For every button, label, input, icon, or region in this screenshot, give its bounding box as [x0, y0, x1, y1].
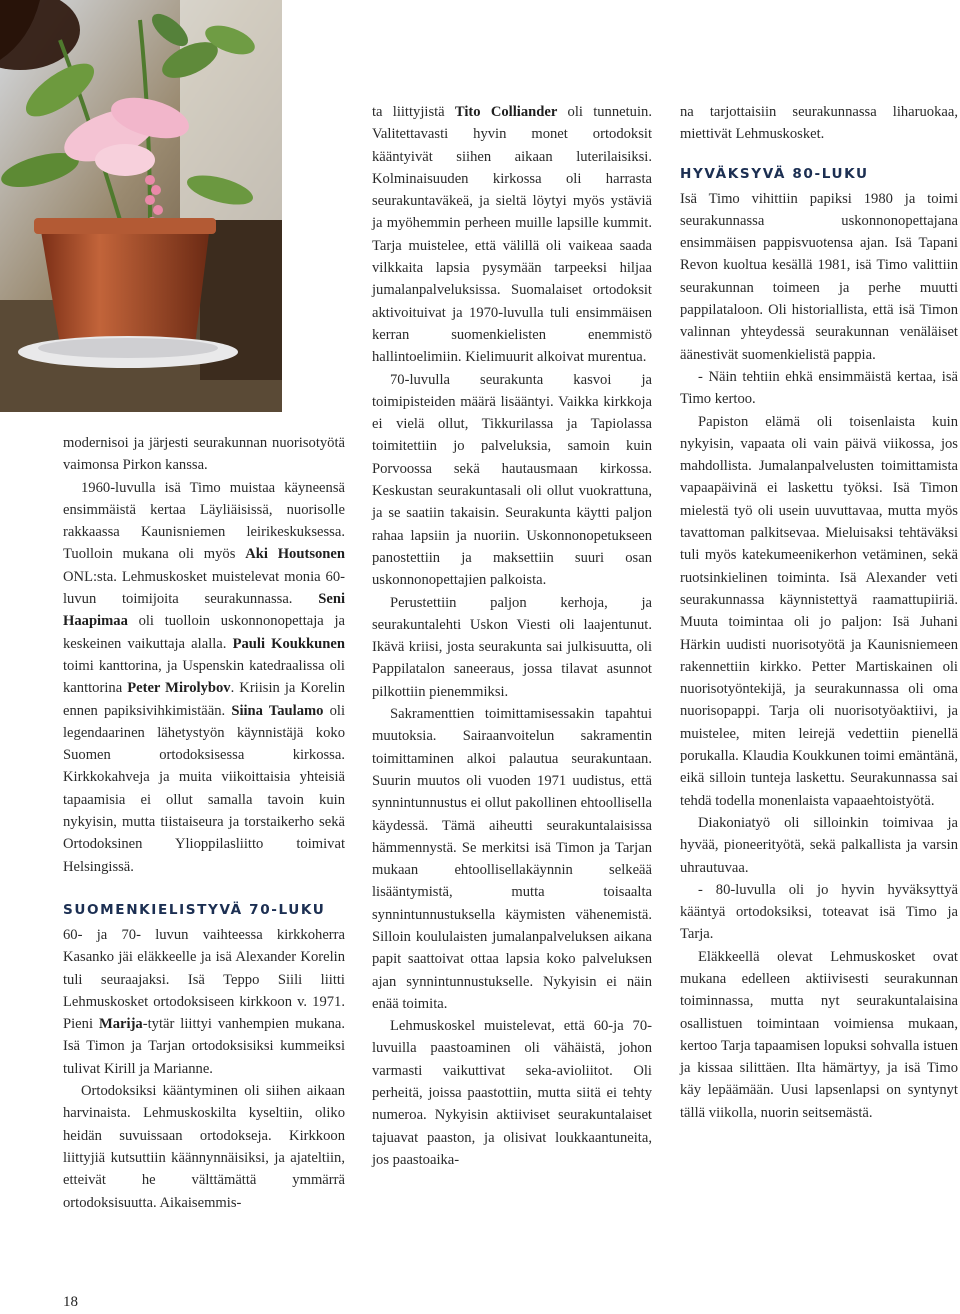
- column-2: [372, 101, 652, 1171]
- person-name: Peter Mirolybov: [127, 680, 231, 697]
- col1-paragraph-4: Ortodoksiksi kääntyminen oli siihen aikaan harvinaista. Lehmuskoskilta kyseltiin, oliko heidän suvuissaan ortodokseja. Kirkkoon liittyjiä kutsuttiin käännynnäisiksi, ja ajateltiin, etteivät he välttämättä ymmärrä ortodoksisuutta. Aikaisemmis-: [63, 1083, 345, 1211]
- col2-paragraph-4: Sakramenttien toimittamisessakin tapahtui muutoksia. Sairaanvoitelun sakramentin toimittaminen alkoi palautua seurakuntaan. Suurin muutos oli vuoden 1971 uudistus, että synnintunnustus ei ollut pakollinen ehtoollisella käydessä. Tämä aiheutti seurakuntalaisissa hämmennystä. Se merkitsi isä Timon ja Tarjan mukaan ehtoollisellakäynnin selkeää lisääntymistä, mutta toisaalta synnintunnustuksella käymisten vähenemistä. Silloin koululaisten jumalanpalveluksen aikana papit saattoivat ottaa lapsia koko palveluksen ajan synnintunnustukselle. Nykyisin ei näin enää toimita.: [372, 706, 652, 1012]
- person-name: Siina Taulamo: [231, 702, 324, 719]
- col3-paragraph-4: Papiston elämä oli toisenlaista kuin nykyisin, vapaata oli vain päivä viikossa, jos mahdollista. Jumalanpalvelusten toimittamista vapaapäivinä ei laskettu työksi. Isä Timon mielestä työ oli usein uuvuttavaa, mutta myös tavattoman palkitsevaa. Mieluisaksi tehtäväksi tuli myös katekumeenikerhon vetäminen, sekä ruotsinkielinen toiminta. Isä Alexander veti seurakunnassa käynnistettyä raamattupiiriä. Muuta toimintaa oli jo paljon: Isä Juhani Härkin uudisti nuorisotyötä ja Kaunisniemeen rakennettiin kirkko. Petter Martiskainen oli nuorisotyöntekijä, ja seurakunnassa oli oma nuorisopappi. Tarja oli nuorisotyöaktiivi, ja muistelee, miten leirejä vedettiin pienellä porukalla. Klaudia Koukkunen toimi emäntänä, eikä silloin tunteja laskettu. Seurakunnassa sai tehdä todella monenlaista vapaaehtoistyötä.: [680, 413, 959, 809]
- col1-p2f-text: . Kriisin ja Korelin ennen papiksivihkimistään.: [63, 680, 345, 719]
- col2-paragraph-2: 70-luvulla seurakunta kasvoi ja toimipisteiden määrä lisääntyi. Vaikka kirkkoja ei vielä ollut, Tikkurilassa ja Tapiolassa toimitettiin jo palveluksia, samoin kuin Porvoossa sekä hautausmaan kirkossa. Keskustan seurakuntasali oli ollut vuokrattuna, ja se saatiin takaisin. Seurakunta käytti paljon rahaa lapsiin ja nuoriin. Uskonnonopetukseen panostettiin ja maksettiin suuri osan uskonnonopettajien palkoista.: [372, 371, 652, 589]
- col3-paragraph-1: na tarjottaisiin seurakunnassa liharuokaa, miettivät Lehmuskosket.: [680, 104, 958, 143]
- col1-p2e-text: toimi kanttorina, ja Uspenskin katedraalissa oli kanttorina: [63, 657, 345, 697]
- col2-p1c-text: oli tunnetuin. Valitettavasti hyvin monet ortodoksit kääntyivät siihen aikaan luterilaisiksi. Kolminaisuuden kirkossa oli harrasta seurakuntaväkeä, ja sieltä löytyi myös ystäviä ja myöhemmin perheen muille lapsille kummit. Tarja muistelee, että välillä oli vaikeaa saada vilkkaita lapsia pysymään tarpeeksi hiljaa jumalanpalveluksissa. Suomalaiset ortodoksit aktivoituivat ja 1970-luvulla tuli ensimmäisen kerran suomenkielisten enemmistö hallintoelimiin. Kielimuurit alkoivat murentua.: [372, 104, 652, 366]
- col1-p3a-text: 60- ja 70- luvun vaihteessa kirkkoherra Kasanko jäi eläkkeelle ja isä Alexander Korelin tuli seuraajaksi. Isä Teppo Siili liitti Lehmuskosket ortodoksiseen kirkkoon v. 1971. Pieni: [63, 926, 345, 1033]
- col3-paragraph-7: Eläkkeellä olevat Lehmuskosket ovat mukana edelleen aktiivisesti seurakunnan toiminnassa, mutta nyt seurakuntalaisina osallistuen toimintaan voimiensa mukaan, kertoo Tarja tapaamisen lopuksi sohvalla istuen ja kissaa silittäen. Ilta hämärtyy, ja isä Timo käy lepäämään. Uusi lapsenlapsi on syntynyt tällä viikolla, nuorin seitsemästä.: [680, 948, 958, 1121]
- section-heading-80s: HYVÄKSYVÄ 80-LUKU: [680, 165, 869, 182]
- col3-paragraph-6: - 80-luvulla oli jo hyvin hyväksyttyä kääntyä ortodoksiksi, toteavat isä Timo ja Tarja.: [680, 881, 958, 943]
- col3-paragraph-2: Isä Timo vihittiin papiksi 1980 ja toimi seurakunnassa uskonnonopettajana ensimmäisen pappisvuotensa ajan. Isä Tapani Revon kuoltua kesällä 1981, isä Timo valittiin seurakunnan toimeen ja perhe muutti pappilataloon. Oli historiallista, että isä Timon valinnan yhteydessä seurakunnan venäläiset äänestivät suomenkielistä pappia.: [680, 190, 958, 363]
- col2-paragraph-5: Lehmuskoskel muistelevat, että 60-ja 70- luvuilla paastoaminen oli vähäistä, johon varmasti vaikuttivat seka-avioliitot. Oli perheitä, joissa paastottiin, mutta siitä ei tehty numeroa. Nykyisin aktiiviset seurakuntalaiset tajuavat paaston, ja olisivat loukkaantuneita, jos paastoaika-: [372, 1018, 652, 1168]
- col1-paragraph-2: [63, 477, 345, 878]
- col2-paragraph-3: Perustettiin paljon kerhoja, ja seurakuntalehti Uskon Viesti oli laajentunut. Ikävä kriisi, josta seurakunta sai julkisuutta, oli Pappilatalon saneeraus, jossa tilavat asunnot pilkottiin pienemmiksi.: [372, 594, 652, 700]
- col1-p2c-text: ONL:sta. Lehmuskosket muistelevat monia 60-luvun toimijoita seurakunnassa.: [63, 568, 345, 608]
- page-number: 18: [63, 1294, 78, 1310]
- col2-paragraph-1: [372, 101, 652, 369]
- col1-p3c-text: -tytär liittyi vanhempien mukana. Isä Timon ja Tarjan ortodoksisiksi kummeiksi tulivat Kirill ja Marianne.: [63, 1016, 346, 1077]
- section-heading-70s: SUOMENKIELISTYVÄ 70-LUKU: [63, 901, 326, 918]
- houseplant-photo: [0, 0, 282, 412]
- person-name: Tito Colliander: [454, 104, 558, 120]
- col1-p2g-text: oli legendaarinen lähetystyön käynnistäjä koko Suomen ortodoksisessa kirkossa. Kirkkokahveja ja muita viikoittaisia yhteisiä tapaamisia ei ollut samalla tavoin kuin nykyisin, mutta tiistaiseura ja torstaikerho sekä Ortodoksinen Ylioppilasliitto toimivat Helsingissä.: [63, 702, 345, 875]
- column-3: [680, 101, 958, 1124]
- col3-paragraph-5: Diakoniatyö oli silloinkin toimivaa ja hyvää, pioneerityötä, sekä palkallista ja varsin uhrautuvaa.: [680, 814, 958, 876]
- col3-paragraph-3: - Näin tehtiin ehkä ensimmäistä kertaa, isä Timo kertoo.: [680, 368, 958, 408]
- houseplant-illustration: [0, 0, 282, 412]
- person-name: Aki Houtsonen: [245, 546, 346, 563]
- col1-p2a-text: 1960-luvulla isä Timo muistaa käyneensä ensimmäistä kertaa Läyliäisissä, nuorisolle rakkaassa Kaunisniemen leirikeskuksessa. Tuolloin mukana oli myös: [63, 479, 345, 563]
- person-name: Pauli Koukkunen: [232, 635, 345, 652]
- person-name: Marija: [98, 1016, 143, 1033]
- column-1: [63, 432, 345, 1214]
- col2-p1a-text: ta liittyjistä: [372, 104, 455, 120]
- col1-p1-text: modernisoi ja järjesti seurakunnan nuorisotyötä vaimonsa Pirkon kanssa.: [63, 435, 345, 474]
- col1-paragraph-3: [63, 924, 345, 1080]
- person-name: Seni Haapimaa: [63, 591, 345, 630]
- col1-paragraph-1: [63, 432, 345, 477]
- col1-p2d-text: oli tuolloin uskonnonopettaja ja keskeinen vaikuttaja alalla.: [63, 613, 345, 652]
